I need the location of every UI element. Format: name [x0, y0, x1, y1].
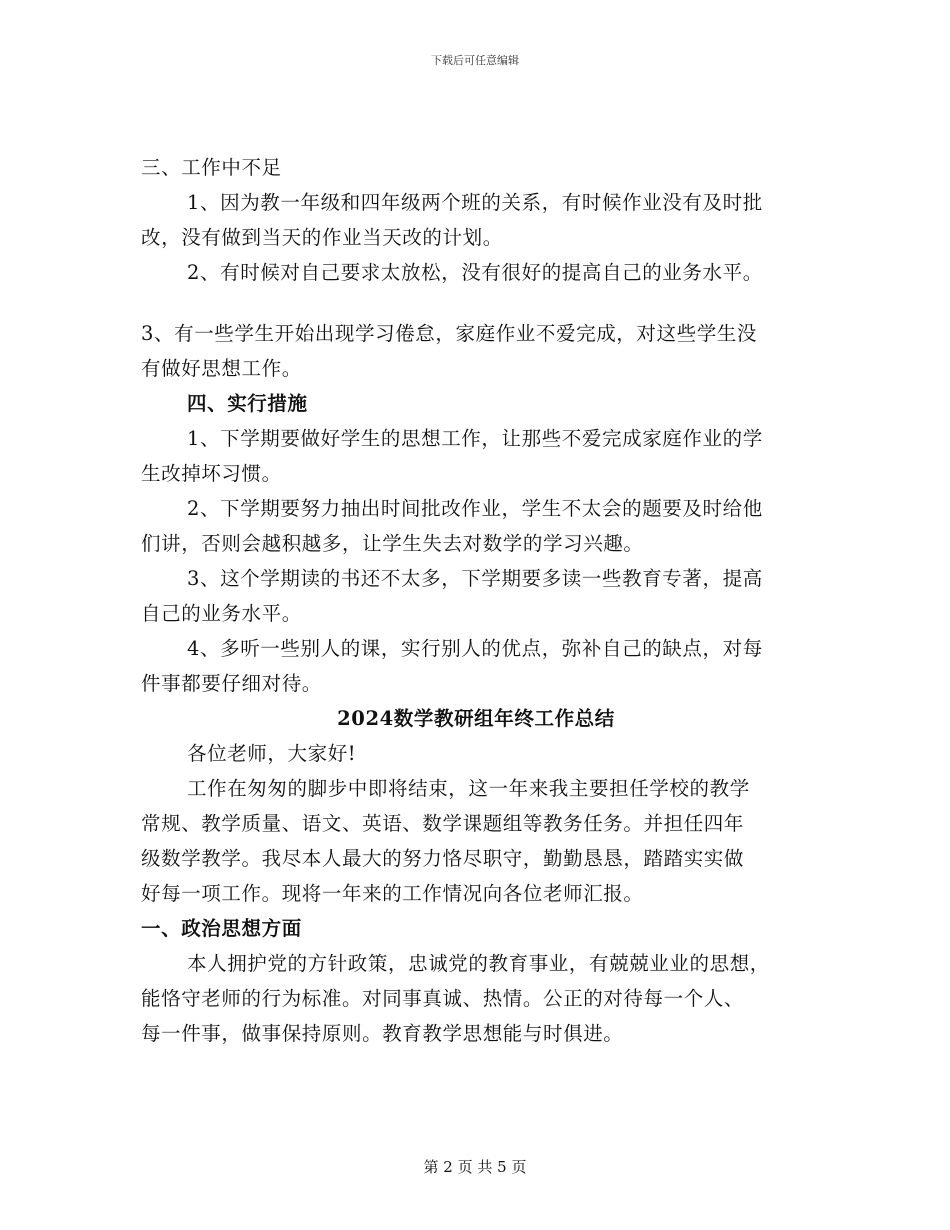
paragraph-line: 有做好思想工作。	[141, 357, 302, 380]
paragraph-line: 2、有时候对自己要求太放松，没有很好的提高自己的业务水平。	[187, 261, 763, 284]
paragraph-line: 4、多听一些别人的课，实行别人的优点，弥补自己的缺点，对每	[187, 637, 763, 660]
document-title: 2024数学教研组年终工作总结	[337, 707, 615, 730]
paragraph-line: 件事都要仔细对待。	[141, 672, 322, 695]
paragraph-line: 改，没有做到当天的作业当天改的计划。	[141, 226, 503, 249]
paragraph-line: 3、这个学期读的书还不太多，下学期要多读一些教育专著，提高	[187, 567, 763, 590]
section-heading-shortcomings: 三、工作中不足	[141, 156, 282, 179]
paragraph-line: 自己的业务水平。	[141, 602, 302, 625]
paragraph-gap	[141, 290, 811, 316]
paragraph-line: 能恪守老师的行为标准。对同事真诚、热情。公正的对待每一个人、	[141, 987, 745, 1010]
paragraph-line: 1、下学期要做好学生的思想工作，让那些不爱完成家庭作业的学	[187, 427, 763, 450]
paragraph-line: 好每一项工作。现将一年来的工作情况向各位老师汇报。	[141, 882, 644, 905]
page-footer: 第 2 页 共 5 页	[423, 1158, 527, 1176]
paragraph-line: 本人拥护党的方针政策，忠诚党的教育事业，有兢兢业业的思想，	[187, 952, 770, 975]
paragraph-line: 工作在匆匆的脚步中即将结束，这一年来我主要担任学校的教学	[187, 777, 750, 800]
paragraph-line: 1、因为教一年级和四年级两个班的关系，有时候作业没有及时批	[187, 191, 763, 214]
section-heading-measures: 四、实行措施	[187, 392, 308, 415]
page-header: 下载后可任意编辑	[431, 54, 519, 67]
paragraph-line: 生改掉坏习惯。	[141, 462, 282, 485]
paragraph-line: 每一件事，做事保持原则。教育教学思想能与时俱进。	[141, 1022, 624, 1045]
paragraph-line: 级数学教学。我尽本人最大的努力恪尽职守，勤勤恳恳，踏踏实实做	[141, 847, 745, 870]
section-heading-politics: 一、政治思想方面	[141, 917, 302, 940]
document-body	[141, 150, 811, 1051]
paragraph-line: 3、有一些学生开始出现学习倦怠，家庭作业不爱完成，对这些学生没	[141, 322, 758, 345]
greeting: 各位老师，大家好!	[187, 742, 357, 765]
paragraph-line: 常规、教学质量、语文、英语、数学课题组等教务任务。并担任四年	[141, 812, 745, 835]
paragraph-line: 们讲，否则会越积越多，让学生失去对数学的学习兴趣。	[141, 532, 644, 555]
paragraph-line: 2、下学期要努力抽出时间批改作业，学生不太会的题要及时给他	[187, 497, 763, 520]
